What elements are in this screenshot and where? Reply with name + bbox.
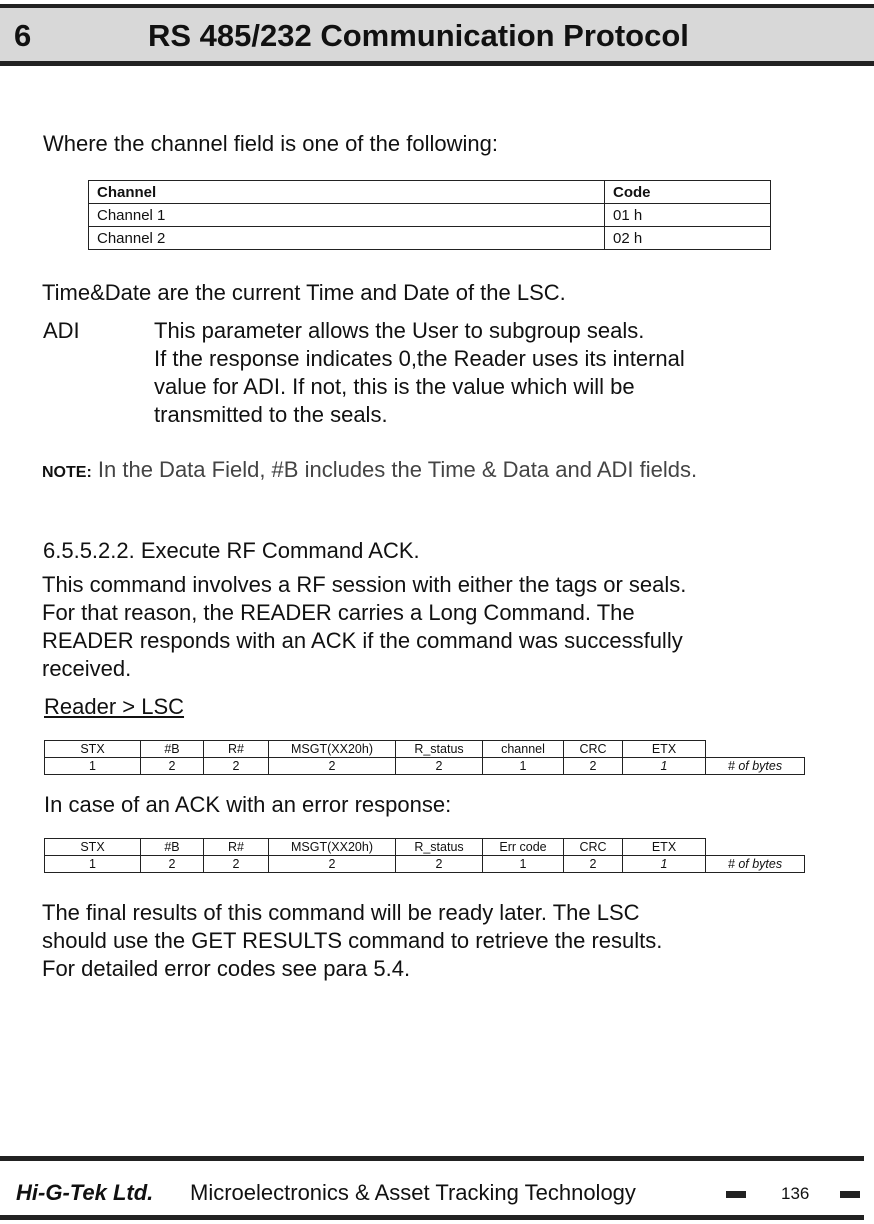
final-line: The final results of this command will be ready later. The LSC xyxy=(42,900,640,925)
frame-field: Err code xyxy=(483,839,564,856)
frame-field: #B xyxy=(141,839,204,856)
byte-count: 1 xyxy=(623,856,706,873)
byte-count: 2 xyxy=(269,758,396,775)
note-text: In the Data Field, #B includes the Time & Data and ADI fields. xyxy=(97,457,698,482)
byte-count: 2 xyxy=(204,856,269,873)
byte-count: 1 xyxy=(623,758,706,775)
code-cell: 01 h xyxy=(605,204,771,227)
footer-bottom-rule xyxy=(0,1215,864,1220)
section-heading: 6.5.5.2.2. Execute RF Command ACK. xyxy=(43,538,420,563)
channel-table xyxy=(88,180,771,250)
error-intro: In case of an ACK with an error response: xyxy=(44,792,452,817)
byte-count: 2 xyxy=(396,856,483,873)
frame-field: ETX xyxy=(623,741,706,758)
intro-text: Where the channel field is one of the following: xyxy=(43,131,498,156)
frame-field: #B xyxy=(141,741,204,758)
byte-count: 1 xyxy=(483,856,564,873)
time-date-text: Time&Date are the current Time and Date of the LSC. xyxy=(42,280,566,305)
body-line: READER responds with an ACK if the command was successfully xyxy=(42,628,683,653)
frame-field: CRC xyxy=(564,839,623,856)
adi-line: This parameter allows the User to subgroup seals. xyxy=(154,318,645,343)
blank-cell xyxy=(706,839,805,856)
page-header xyxy=(0,4,874,66)
note xyxy=(42,456,697,487)
adi-term: ADI xyxy=(43,318,80,343)
footer-company: Hi-G-Tek Ltd. xyxy=(16,1180,154,1205)
adi-line: transmitted to the seals. xyxy=(154,402,388,427)
adi-line: If the response indicates 0,the Reader uses its internal xyxy=(154,346,685,371)
byte-count: 2 xyxy=(564,856,623,873)
footer-top-rule xyxy=(0,1156,864,1161)
body-line: For that reason, the READER carries a Long Command. The xyxy=(42,600,635,625)
byte-count: 2 xyxy=(141,758,204,775)
footer-bar-right xyxy=(840,1191,860,1198)
final-line: should use the GET RESULTS command to retrieve the results. xyxy=(42,928,663,953)
note-label: NOTE: xyxy=(42,464,92,481)
header-title: RS 485/232 Communication Protocol xyxy=(148,18,689,53)
table-row xyxy=(89,227,771,250)
frame-field: STX xyxy=(45,839,141,856)
byte-count: 2 xyxy=(269,856,396,873)
byte-count: 2 xyxy=(396,758,483,775)
table-row xyxy=(89,204,771,227)
frame-field: R# xyxy=(204,839,269,856)
page-number: 136 xyxy=(781,1184,810,1203)
adi-line: value for ADI. If not, this is the value which will be xyxy=(154,374,635,399)
channel-cell: Channel 1 xyxy=(89,204,605,227)
byte-count: 1 xyxy=(483,758,564,775)
frame-field: R_status xyxy=(396,741,483,758)
frame-field: STX xyxy=(45,741,141,758)
bytes-label: # of bytes xyxy=(706,758,805,775)
channel-header: Channel xyxy=(89,181,605,204)
frame-field: MSGT(XX20h) xyxy=(269,839,396,856)
final-line: For detailed error codes see para 5.4. xyxy=(42,956,411,981)
frame-field: channel xyxy=(483,741,564,758)
error-frame-table xyxy=(44,838,805,873)
ack-frame-table xyxy=(44,740,805,775)
byte-count: 1 xyxy=(45,856,141,873)
footer-bar-left xyxy=(726,1191,746,1198)
direction-label: Reader > LSC xyxy=(44,694,185,719)
body-line: This command involves a RF session with either the tags or seals. xyxy=(42,572,687,597)
code-header: Code xyxy=(605,181,771,204)
blank-cell xyxy=(706,741,805,758)
footer-description: Microelectronics & Asset Tracking Technology xyxy=(190,1180,636,1205)
byte-count: 1 xyxy=(45,758,141,775)
frame-field: MSGT(XX20h) xyxy=(269,741,396,758)
bytes-label: # of bytes xyxy=(706,856,805,873)
frame-field: R# xyxy=(204,741,269,758)
channel-cell: Channel 2 xyxy=(89,227,605,250)
code-cell: 02 h xyxy=(605,227,771,250)
body-line: received. xyxy=(42,656,132,681)
section-number: 6 xyxy=(14,18,32,53)
frame-field: CRC xyxy=(564,741,623,758)
byte-count: 2 xyxy=(564,758,623,775)
frame-field: R_status xyxy=(396,839,483,856)
byte-count: 2 xyxy=(141,856,204,873)
frame-field: ETX xyxy=(623,839,706,856)
byte-count: 2 xyxy=(204,758,269,775)
